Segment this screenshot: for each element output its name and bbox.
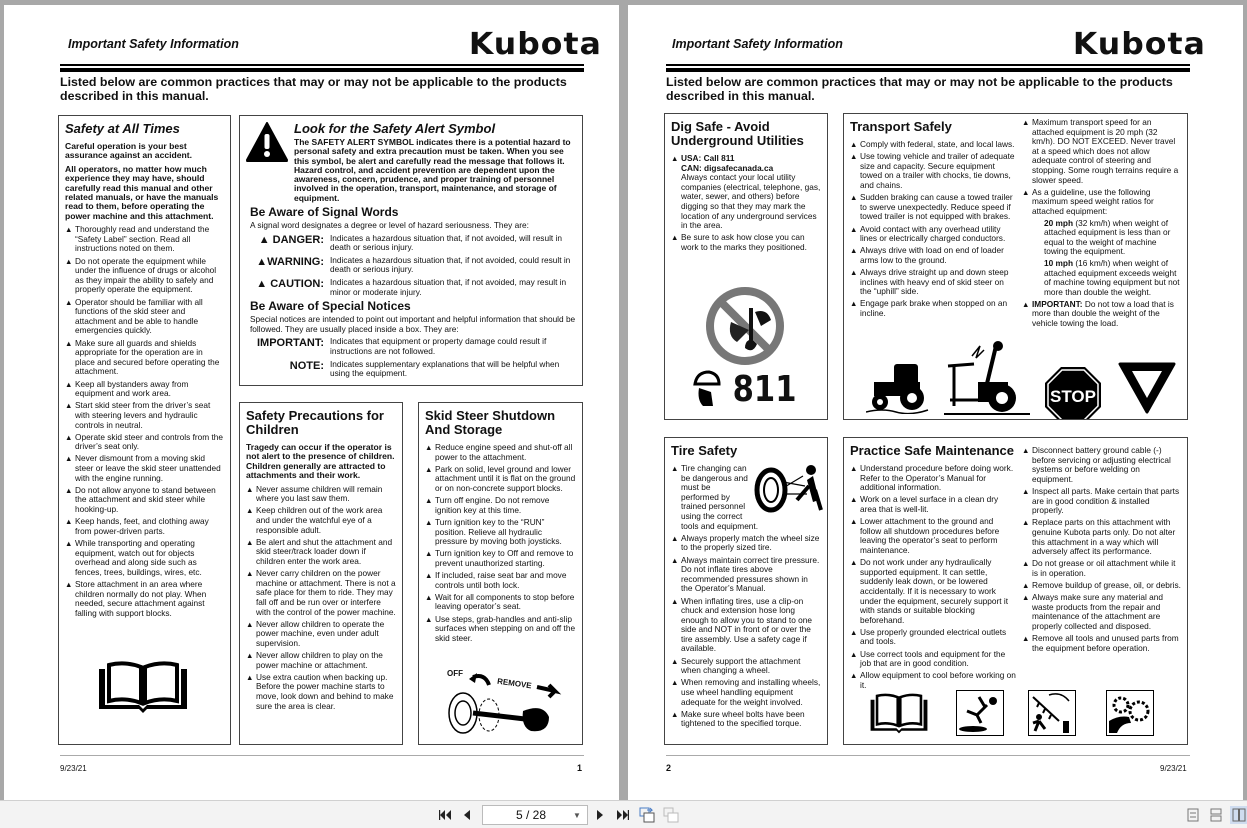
list-item: ▲ IMPORTANT: Do not tow a load that is more than double the weight of the vehicle towing the load. <box>1022 298 1174 329</box>
list-item: ▲ Lower attachment to the ground and follow all shutdown procedures before leaving the operator’s seat to perform maintenance. <box>850 516 1000 555</box>
warning-triangle-icon: ▲ <box>65 579 73 589</box>
header-rule-thick <box>60 68 584 72</box>
list-item: ▲ Be alert and shut the attachment and skid steer/track loader down if children enter the work area. <box>246 536 393 566</box>
page-2 <box>628 5 1243 800</box>
list-item: ▲ Never allow children to operate the power machine, even under adult supervision. <box>246 618 385 648</box>
footer-date: 9/23/21 <box>1160 764 1187 773</box>
warning-triangle-icon: ▲ <box>850 517 858 527</box>
list-item: ▲ Use properly grounded electrical outlets and tools. <box>850 626 1007 647</box>
list-item: ▲ Remove all tools and unused parts from the equipment before operation. <box>1022 633 1179 653</box>
warning-triangle-icon: ▲ <box>1022 593 1030 603</box>
list-item: ▲ Be sure to ask how close you can work to the marks they positioned. <box>671 232 807 252</box>
page-number-dropdown[interactable] <box>482 805 588 825</box>
list-item: ▲ Keep hands, feet, and clothing away from power-driven parts. <box>65 516 209 536</box>
chevron-down-icon: ▼ <box>573 810 581 820</box>
rotate-view-disabled-icon <box>663 807 679 823</box>
alert-symbol-body: The SAFETY ALERT SYMBOL indicates there is a potential hazard to personal safety and extra precaution must be taken. When you see this symbol, be alert and carefully read the message that follows it. Hazard control, and accident prevention are dependent upon the awareness, concern, prudence, and proper training of personnel involved in the operation, transport, maintenance, and storage of equipment. <box>294 137 571 203</box>
ignition-key-icon: OFF REMOVE <box>445 669 565 739</box>
last-page-icon <box>615 809 629 821</box>
bullet-list <box>246 485 396 712</box>
list-item: ▲ Never allow children to play on the power machine or attachment. <box>246 650 383 670</box>
list-item: ▲ Always make sure any material and waste products from the repair and maintenance of the attachment are properly collected and disposed. <box>1022 592 1163 632</box>
lead-text: All operators, no matter how much experience they may have, should carefully read this manual and other related manuals, or have the manuals read to them, before operating the power machine and this attachment. <box>65 163 219 221</box>
warning-triangle-icon: ▲ <box>850 193 858 203</box>
list-item: ▲ Engage park brake when stopped on an incline. <box>850 298 1008 319</box>
kubota-logo <box>1073 27 1206 62</box>
warning-triangle-icon: ▲ <box>850 224 858 234</box>
notice-note: NOTE: Indicates supplementary explanations that will be helpful when using the equipment. <box>289 358 560 379</box>
continuous-view-icon <box>1210 808 1222 822</box>
footer-rule <box>666 755 1190 756</box>
list-item: ▲ Avoid contact with any overhead utility lines or electrically charged conductors. <box>850 223 1006 244</box>
first-page-button[interactable] <box>438 806 454 824</box>
warning-triangle-icon: ▲ <box>425 592 433 602</box>
warning-triangle-icon: ▲ <box>425 443 433 452</box>
list-item: ▲ Do not grease or oil attachment while it is in operation. <box>1022 558 1176 578</box>
brand-name: Kubota <box>1072 27 1206 62</box>
warning-triangle-icon: ▲ <box>246 619 254 629</box>
page-header-title: Important Safety Information <box>68 37 239 51</box>
list-item: ▲ Wait for all components to stop before leaving operator’s seat. <box>425 591 575 612</box>
warning-triangle-icon: ▲ <box>246 672 254 682</box>
slip-hazard-icon <box>956 690 1004 736</box>
signal-word-caution: ▲ CAUTION: Indicates a hazardous situation that, if not avoided, may result in minor or moderate injury. <box>256 277 567 297</box>
warning-triangle-icon: ▲ <box>65 432 73 442</box>
list-item: ▲ While transporting and operating equipment, watch out for objects overhead and along side such as fences, trees, buildings, wires, etc. <box>65 538 202 577</box>
list-item: ▲ Keep children out of the work area and under the watchful eye of a responsible adult. <box>246 505 383 535</box>
list-item: ▲ Keep all bystanders away from equipment and work area. <box>65 378 189 399</box>
single-page-view-icon <box>1187 808 1199 822</box>
section-title: Transport Safely <box>850 119 952 134</box>
children-safety-box <box>239 402 403 745</box>
intro-text: Listed below are common practices that may or may not be applicable to the products described in this manual. <box>666 75 1173 103</box>
list-item: ▲ Never carry children on the power machine or attachment. There is not a safe place for them to ride. They may fall off and be run over or interfere with the control of the power machine. <box>246 568 396 617</box>
warning-triangle-icon: ▲ <box>246 569 254 579</box>
list-item: ▲ Make sure wheel bolts have been tightened to the specified torque. <box>671 708 805 729</box>
stop-sign-icon <box>1044 366 1102 420</box>
footer-date: 9/23/21 <box>60 764 87 773</box>
warning-triangle-icon: ▲ <box>850 268 858 278</box>
subsection-title: Be Aware of Signal Words <box>250 205 399 220</box>
warning-triangle-icon: ▲ <box>671 596 679 606</box>
warning-triangle-icon: ▲ <box>1022 518 1030 528</box>
warning-triangle-icon: ▲ <box>671 656 679 666</box>
warning-triangle-icon: ▲ <box>1022 559 1030 569</box>
rotate-view-icon <box>639 807 655 823</box>
list-item: ▲ Understand procedure before doing work. Refer to the Operator’s Manual for additional information. <box>850 463 1014 493</box>
warning-triangle-icon: ▲ <box>1022 118 1030 127</box>
warning-triangle-icon: ▲ <box>65 401 73 411</box>
list-item: ▲ Thoroughly read and understand the “Safety Label” section. Read all instructions noted on them. <box>65 224 210 254</box>
page-indicator: 5 / 28 <box>515 808 547 822</box>
speed-guideline-10mph: 10 mph (16 km/h) when weight of attached equipment exceeds weight of machine towing equipment but not more than double the weight. <box>1044 257 1180 297</box>
list-item: ▲ Comply with federal, state, and local laws. <box>850 139 1015 149</box>
read-manual-book-icon <box>95 661 191 715</box>
bullet-list <box>671 464 821 729</box>
warning-triangle-icon: ▲ <box>246 537 254 547</box>
warning-triangle-icon: ▲ <box>850 464 858 473</box>
list-item: ▲ Always maintain correct tire pressure. Do not inflate tires above recommended pressures shown in the Operator’s Manual. <box>671 554 820 594</box>
warning-triangle-icon: ▲ <box>671 233 679 243</box>
bullet-list <box>671 154 821 253</box>
section-title: Look for the Safety Alert Symbol <box>294 121 496 136</box>
list-item: ▲ Park on solid, level ground and lower attachment until it is flat on the ground or on non-concrete support blocks. <box>425 463 576 493</box>
list-item: ▲ Use steps, grab-handles and anti-slip surfaces when stepping on and off the skid steer. <box>425 613 576 643</box>
call-811-logo: 811 <box>691 370 802 410</box>
shutdown-storage-box <box>418 402 583 745</box>
safety-at-all-times-box <box>58 115 231 745</box>
list-item: ▲ USA: Call 811 CAN: digsafecanada.ca Always contact your local utility companies (electrical, telephone, gas, water, sewer, and others) before digging so that they may mark the location of any underground services in the area. <box>671 153 821 231</box>
single-page-view-button[interactable] <box>1185 806 1201 824</box>
next-page-button[interactable] <box>594 806 606 824</box>
next-page-icon <box>596 809 604 821</box>
warning-triangle-icon: ▲ <box>671 464 679 473</box>
safe-maintenance-box <box>843 437 1188 745</box>
list-item: ▲ Sudden braking can cause a towed trailer to swerve unexpectedly. Reduce speed if towed trailer is not equipped with brakes. <box>850 192 1013 222</box>
list-item: ▲ When inflating tires, use a clip-on chuck and extension hose long enough to allow you to stand to one side and NOT in front of or over the tire assembly. Use a safety cage if available. <box>671 595 813 654</box>
warning-triangle-icon: ▲ <box>1022 581 1030 591</box>
list-item: ▲ Maximum transport speed for an attached equipment is 20 mph (32 km/h). DO NOT EXCEED. Never travel at a speed which does not allow adequate control of steering and stopping. Some rough terrains require a slower speed. <box>1022 117 1179 185</box>
header-rule <box>666 64 1190 66</box>
list-item: ▲ Replace parts on this attachment with genuine Kubota parts only. Do not alter this attachment in a way which will adversely affect its performance. <box>1022 517 1176 557</box>
bullet-list <box>850 140 1016 319</box>
power-line-hazard-icon <box>944 336 1030 416</box>
list-item: ▲ Store attachment in an area where children normally do not play. When needed, secure attachment against falling with support blocks. <box>65 578 207 618</box>
warning-triangle-icon: ▲ <box>1022 486 1030 496</box>
safety-alert-symbol-icon <box>246 122 288 162</box>
page-number: 2 <box>666 763 672 773</box>
warning-triangle-icon: ▲ <box>850 299 858 309</box>
warning-triangle-icon: ▲ <box>246 484 254 494</box>
list-item: ▲ Never dismount from a moving skid steer or leave the skid steer unattended with the engine running. <box>65 453 221 483</box>
dig-safe-box <box>664 113 828 420</box>
warning-triangle-icon: ▲ <box>65 517 73 527</box>
tire-safety-box <box>664 437 828 745</box>
notice-important: IMPORTANT: Indicates that equipment or property damage could result if instructions are not followed. <box>256 336 547 357</box>
list-item: ▲ Inspect all parts. Make certain that parts are in good condition & installed properly. <box>1022 485 1180 516</box>
first-page-icon <box>439 809 453 821</box>
rotate-view-button[interactable] <box>638 806 656 824</box>
list-item: ▲ Do not work under any hydraulically supported equipment. It can settle, suddenly leak down, or be lowered accidentally. If it is necessary to work under the equipment, securely support it with stands or suitable blocking beforehand. <box>850 557 1009 625</box>
bullet-list <box>425 443 576 643</box>
bullet-list <box>65 225 224 618</box>
read-manual-book-icon <box>868 692 930 736</box>
svg-text:STOP: STOP <box>1050 387 1096 406</box>
warning-triangle-icon: ▲ <box>425 614 433 624</box>
section-title: Dig Safe - Avoid Underground Utilities <box>671 119 804 148</box>
list-item: ▲ Make sure all guards and shields appropriate for the operation are in place and secured before operating the attachment. <box>65 337 220 377</box>
bullet-list <box>1022 118 1181 329</box>
header-rule-thick <box>666 68 1190 72</box>
signal-word-warning: ▲WARNING: Indicates a hazardous situation that, if not avoided, could result in death or serious injury. <box>256 254 571 275</box>
intro-text: Listed below are common practices that may or may not be applicable to the products described in this manual. <box>60 75 567 103</box>
list-item: ▲ Turn ignition key to Off and remove to prevent unauthorized starting. <box>425 548 574 568</box>
bullet-list <box>1022 446 1181 653</box>
lead-text: Tragedy can occur if the operator is not alert to the presence of children. Children generally are attracted to attachments and their work. <box>246 442 395 481</box>
section-title: Skid Steer Shutdown And Storage <box>425 408 556 437</box>
warning-triangle-icon: ▲ <box>65 297 73 307</box>
warning-triangle-icon: ▲ <box>425 571 433 581</box>
warning-triangle-icon: ▲ <box>850 649 858 659</box>
section-title: Practice Safe Maintenance <box>850 443 1015 458</box>
warning-triangle-icon: ▲ <box>256 255 268 268</box>
list-item: ▲ If included, raise seat bar and move controls until both lock. <box>425 570 567 590</box>
warning-triangle-icon: ▲ <box>425 496 433 506</box>
section-title: Safety at All Times <box>65 121 180 136</box>
lead-text: Careful operation is your best assurance against an accident. <box>65 141 193 161</box>
warning-triangle-icon: ▲ <box>425 549 433 559</box>
list-item: ▲ Reduce engine speed and shut-off all power to the attachment. <box>425 442 573 462</box>
warning-triangle-icon: ▲ <box>850 495 858 505</box>
list-item: ▲ When removing and installing wheels, use wheel handling equipment adequate for the weight involved. <box>671 677 821 707</box>
warning-triangle-icon: ▲ <box>1022 299 1030 309</box>
list-item: ▲ Operator should be familiar with all functions of the skid steer and attachment and be able to handle emergencies quickly. <box>65 296 203 336</box>
no-digging-icon <box>705 286 785 366</box>
page-header-title: Important Safety Information <box>672 37 843 51</box>
subsection-title: Be Aware of Special Notices <box>250 299 411 314</box>
brand-name: Kubota <box>468 27 602 62</box>
warning-triangle-icon: ▲ <box>256 278 271 291</box>
list-item: ▲ Start skid steer from the driver’s seat with steering levers and hydraulic controls in neutral. <box>65 400 211 430</box>
list-item: ▲ Always properly match the wheel size to the properly sized tire. <box>671 532 820 553</box>
warning-triangle-icon: ▲ <box>258 233 273 246</box>
warning-triangle-icon: ▲ <box>246 651 254 661</box>
warning-triangle-icon: ▲ <box>65 539 73 548</box>
warning-triangle-icon: ▲ <box>850 140 858 149</box>
speed-guideline-20mph: 20 mph (32 km/h) when weight of attached equipment is less than or equal to the weight of machine towing the equipment. <box>1044 217 1171 257</box>
warning-triangle-icon: ▲ <box>850 671 858 681</box>
warning-triangle-icon: ▲ <box>65 485 73 495</box>
list-item: ▲ Tire changing can be dangerous and must be performed by trained personnel using the correct tools and equipment. <box>671 463 759 531</box>
last-page-button[interactable] <box>614 806 630 824</box>
warning-triangle-icon: ▲ <box>671 678 679 688</box>
special-notices-intro: Special notices are intended to point out important and helpful information that should be followed. They are usually placed inside a box. They are: <box>250 314 576 334</box>
viewer-toolbar <box>0 800 1247 828</box>
warning-triangle-icon: ▲ <box>246 506 254 516</box>
warning-triangle-icon: ▲ <box>671 709 679 719</box>
warning-triangle-icon: ▲ <box>425 517 433 527</box>
warning-triangle-icon: ▲ <box>1022 634 1030 644</box>
hardhat-phone-icon <box>691 370 721 410</box>
bullet-list <box>850 464 1016 691</box>
warning-triangle-icon: ▲ <box>850 246 858 256</box>
continuous-view-button[interactable] <box>1208 806 1224 824</box>
list-item: ▲ Disconnect battery ground cable (-) before servicing or adjusting electrical systems or before welding on equipment. <box>1022 445 1171 484</box>
two-page-view-icon <box>1232 808 1246 822</box>
warning-triangle-icon: ▲ <box>65 379 73 389</box>
page-1 <box>4 5 619 800</box>
list-item: ▲ Do not operate the equipment while under the influence of drugs or alcohol as they impair the ability to safely and properly operate the equipment. <box>65 255 217 295</box>
list-item: ▲ Always drive with load on end of loader arms low to the ground. <box>850 245 1004 265</box>
page-number: 1 <box>577 763 583 773</box>
signal-words-intro: A signal word designates a degree or level of hazard seriousness. They are: <box>250 220 529 231</box>
warning-triangle-icon: ▲ <box>65 256 73 266</box>
list-item: ▲ Remove buildup of grease, oil, or debris. <box>1022 580 1181 591</box>
section-title: Tire Safety <box>671 443 738 458</box>
yield-sign-icon <box>1118 362 1176 414</box>
warning-triangle-icon: ▲ <box>1022 446 1030 455</box>
warning-triangle-icon: ▲ <box>850 627 858 637</box>
list-item: ▲ Securely support the attachment when changing a wheel. <box>671 655 801 676</box>
tractor-incline-icon <box>866 360 930 414</box>
falling-object-hazard-icon <box>1028 690 1076 736</box>
list-item: ▲ Always drive straight up and down steep inclines with heavy end of skid steer on the “uphill” side. <box>850 267 1009 297</box>
warning-triangle-icon: ▲ <box>850 558 858 568</box>
list-item: ▲ As a guideline, use the following maximum speed weight ratios for attached equipment: 20 mph (32 km/h) when weight of attached equipment is less than or equal to the weight of machine towing the equipment. 10 mph (16 km/h) when weight of attached equipment exceeds weight of machine towing equipment but not more than double the weight. <box>1022 186 1180 297</box>
list-item: ▲ Use extra caution when backing up. Before the power machine starts to move, look down and behind to make sure the area is clear. <box>246 671 394 711</box>
warning-triangle-icon: ▲ <box>65 454 73 464</box>
previous-page-button[interactable] <box>461 806 473 824</box>
list-item: ▲ Use towing vehicle and trailer of adequate size and capacity. Secure equipment towed on a trailer with chocks, tie downs, and chains. <box>850 151 1015 190</box>
warning-triangle-icon: ▲ <box>65 225 73 235</box>
list-item: ▲ Work on a level surface in a clean dry area that is well-lit. <box>850 494 999 514</box>
list-item: ▲ Turn ignition key to the “RUN” position. Relieve all hydraulic pressure by moving both joysticks. <box>425 516 562 547</box>
warning-triangle-icon: ▲ <box>671 533 679 543</box>
warning-triangle-icon: ▲ <box>65 338 73 348</box>
transport-safely-box <box>843 113 1188 420</box>
list-item: ▲ Do not allow anyone to stand between the attachment and skid steer while hooking-up. <box>65 484 216 515</box>
signal-word-danger: ▲ DANGER: Indicates a hazardous situation that, if not avoided, will result in death or serious injury. <box>258 232 562 253</box>
section-title: Safety Precautions for Children <box>246 408 384 437</box>
warning-triangle-icon: ▲ <box>671 154 679 163</box>
prev-page-icon <box>463 809 471 821</box>
header-rule <box>60 64 584 66</box>
warning-triangle-icon: ▲ <box>850 152 858 162</box>
footer-rule <box>60 755 584 756</box>
warning-triangle-icon: ▲ <box>1022 187 1030 197</box>
warning-triangle-icon: ▲ <box>671 555 679 565</box>
kubota-logo <box>469 27 602 62</box>
rotate-view-secondary-button[interactable] <box>662 806 680 824</box>
list-item: ▲ Use correct tools and equipment for the job that are in good condition. <box>850 648 1006 669</box>
list-item: ▲ Never assume children will remain where you last saw them. <box>246 483 383 504</box>
gear-entanglement-hazard-icon <box>1106 690 1154 736</box>
list-item: ▲ Turn off engine. Do not remove ignition key at this time. <box>425 495 550 515</box>
list-item: ▲ Operate skid steer and controls from the driver’s seat only. <box>65 431 224 452</box>
two-page-view-button[interactable] <box>1230 806 1247 824</box>
safety-alert-symbol-box <box>239 115 583 386</box>
list-item: ▲ Allow equipment to cool before working on it. <box>850 670 1016 691</box>
warning-triangle-icon: ▲ <box>425 464 433 474</box>
